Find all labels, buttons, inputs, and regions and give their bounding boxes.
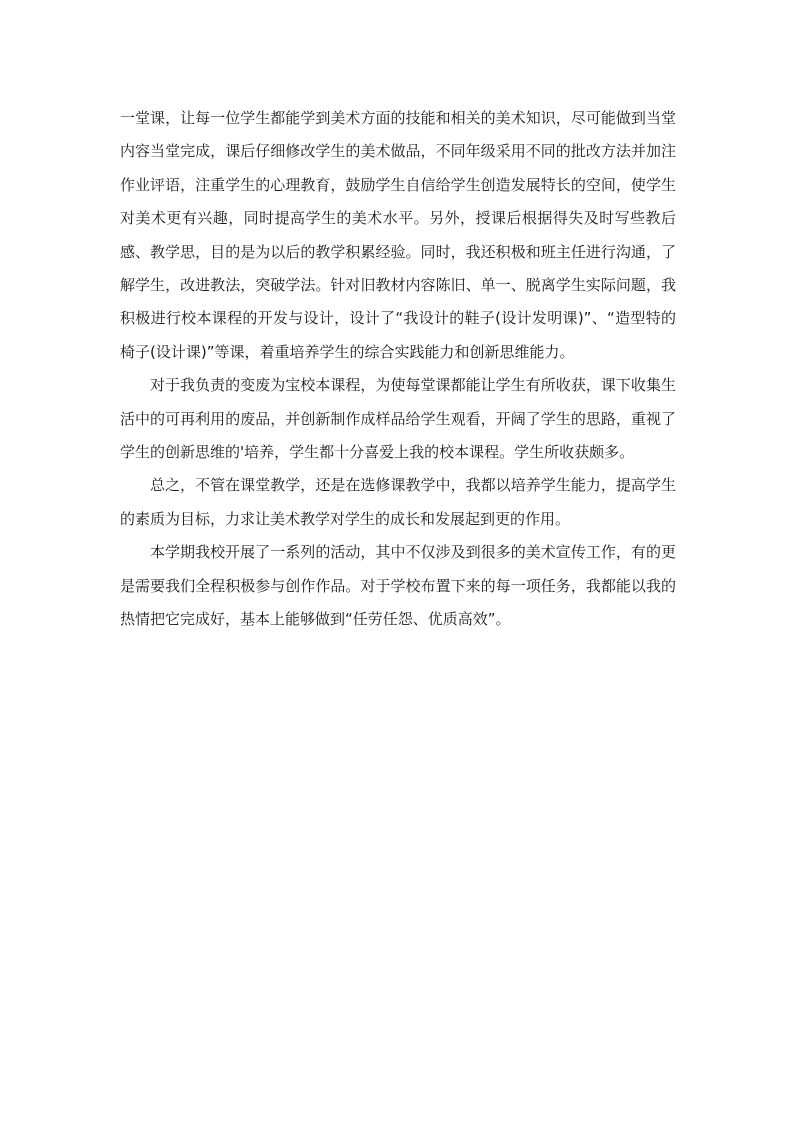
paragraph-4: 本学期我校开展了一系列的活动，其中不仅涉及到很多的美术宣传工作，有的更是需要我们全程积极参与创作作品。对于学校布置下来的每一项任务，我都能以我的热情把它完成好，基本上能够做到“任劳任怨、优质高效”。 <box>120 543 676 629</box>
paragraph-3: 总之，不管在课堂教学，还是在选修课教学中，我都以培养学生能力，提高学生的素质为目标，力求让美术教学对学生的成长和发展起到更的作用。 <box>120 476 676 528</box>
paragraph-1: 一堂课，让每一位学生都能学到美术方面的技能和相关的美术知识，尽可能做到当堂内容当堂完成，课后仔细修改学生的美术做品，不同年级采用不同的批改方法并加注作业评语，注重学生的心理教育，鼓励学生自信给学生创造发展特长的空间，使学生对美术更有兴趣，同时提高学生的美术水平。另外，授课后根据得失及时写些教后感、教学思，目的是为以后的教学积累经验。同时，我还积极和班主任进行沟通，了解学生，改进教法，突破学法。针对旧教材内容陈旧、单一、脱离学生实际问题，我积极进行校本课程的开发与设计，设计了“我设计的鞋子(设计发明课)”、“造型特的椅子(设计课)”等课，着重培养学生的综合实践能力和创新思维能力。 <box>120 109 676 361</box>
paragraph-2: 对于我负责的变废为宝校本课程，为使每堂课都能让学生有所收获，课下收集生活中的可再利用的废品，并创新制作成样品给学生观看，开阔了学生的思路，重视了学生的创新思维的'培养，学生都十分喜爱上我的校本课程。学生所收获颇多。 <box>120 376 676 462</box>
document-page <box>120 102 676 637</box>
